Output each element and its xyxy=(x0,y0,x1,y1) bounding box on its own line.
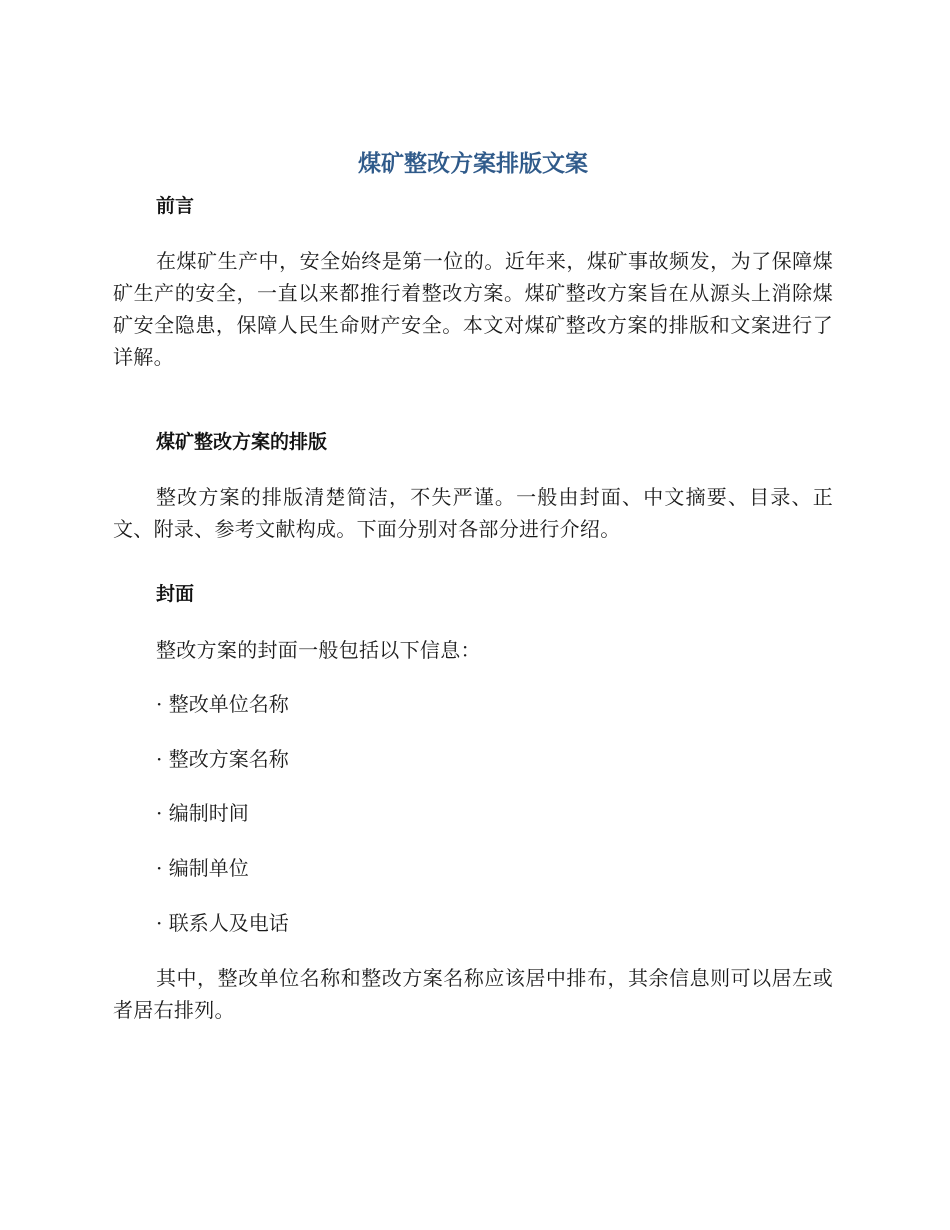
heading-preface: 前言 xyxy=(156,195,195,217)
list-item: · 编制时间 xyxy=(156,801,249,825)
list-item: · 联系人及电话 xyxy=(156,911,289,935)
list-item: · 整改单位名称 xyxy=(156,692,289,716)
paragraph-preface: 在煤矿生产中，安全始终是第一位的。近年来，煤矿事故频发，为了保障煤矿生产的安全，一直以来都推行着整改方案。煤矿整改方案旨在从源头上消除煤矿安全隐患，保障人民生命财产安全。本文对煤矿整改方案的排版和文案进行了详解。 xyxy=(113,249,833,369)
list-item: · 整改方案名称 xyxy=(156,747,289,771)
list-item: · 编制单位 xyxy=(156,856,249,880)
heading-cover: 封面 xyxy=(156,583,195,605)
paragraph-cover-intro: 整改方案的封面一般包括以下信息： xyxy=(156,638,481,662)
heading-layout: 煤矿整改方案的排版 xyxy=(156,431,328,453)
paragraph-cover-note: 其中，整改单位名称和整改方案名称应该居中排布，其余信息则可以居左或者居右排列。 xyxy=(113,966,833,1022)
document-title: 煤矿整改方案排版文案 xyxy=(358,151,588,177)
paragraph-layout: 整改方案的排版清楚简洁，不失严谨。一般由封面、中文摘要、目录、正文、附录、参考文献构成。下面分别对各部分进行介绍。 xyxy=(113,485,833,541)
